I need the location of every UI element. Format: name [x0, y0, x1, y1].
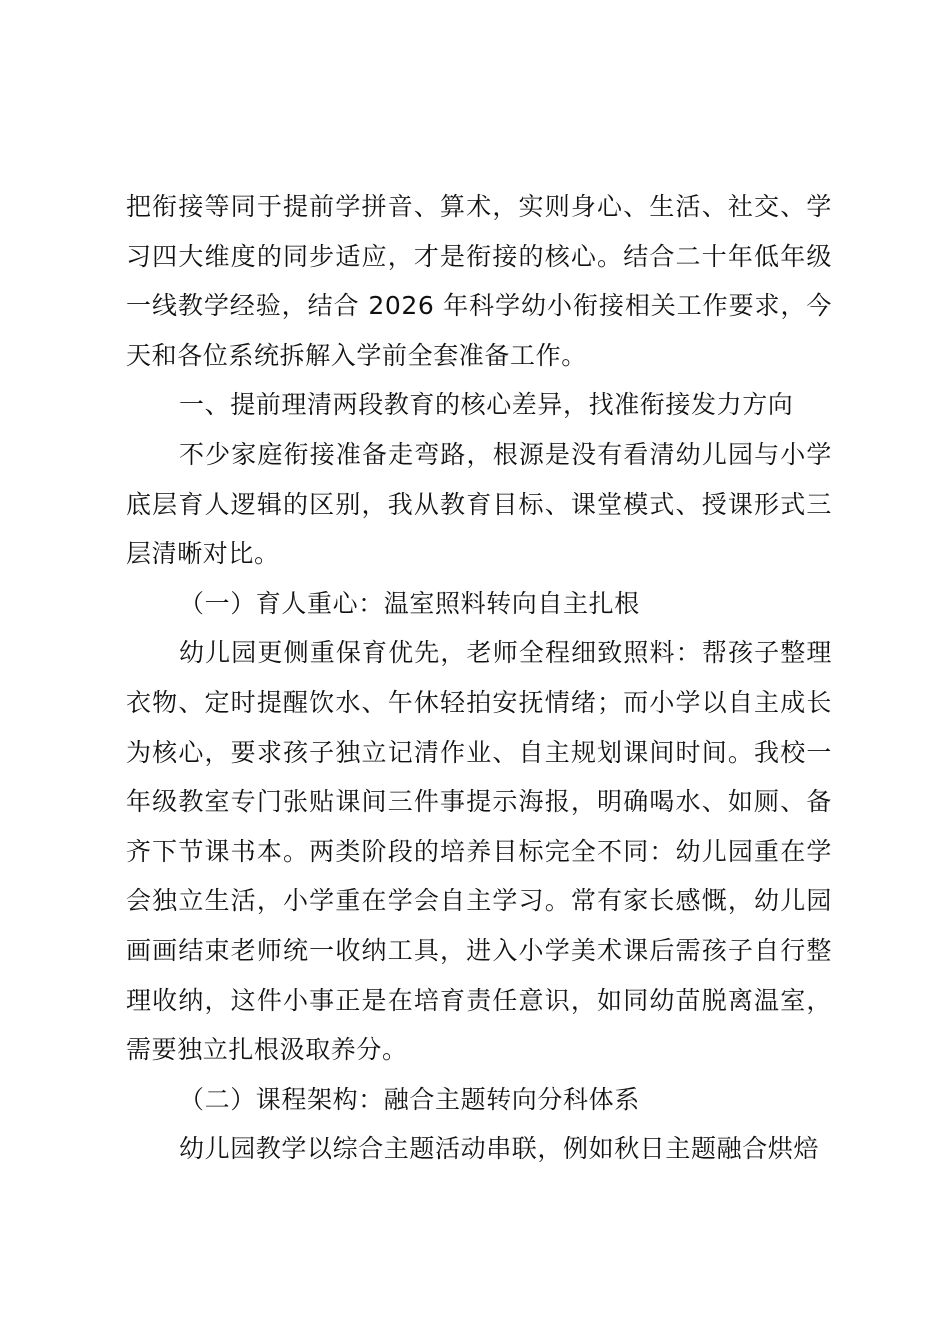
subsection-heading-1: （一）育人重心：温室照料转向自主扎根	[179, 588, 640, 618]
section-heading-1: 一、提前理清两段教育的核心差异，找准衔接发力方向	[179, 390, 794, 420]
subsection-heading-2: （二）课程架构：融合主题转向分科体系	[179, 1084, 640, 1114]
subsection-2-paragraph: 幼儿园教学以综合主题活动串联，例如秋日主题融合烘焙	[179, 1134, 820, 1164]
subsection-1-paragraph: 幼儿园更侧重保育优先，老师全程细致照料：帮孩子整理衣物、定时提醒饮水、午休轻拍安抚情绪；而小学以自主成长为核心，要求孩子独立记清作业、自主规划课间时间。我校一年级教室专门张贴课间三件事提示海报，明确喝水、如厕、备齐下节课书本。两类阶段的培养目标完全不同：幼儿园重在学会独立生活，小学重在学会自主学习。常有家长感慨，幼儿园画画结束老师统一收纳工具，进入小学美术课后需孩子自行整理收纳，这件小事正是在培育责任意识，如同幼苗脱离温室，需要独立扎根汲取养分。	[126, 638, 832, 1065]
intro-paragraph: 把衔接等同于提前学拼音、算术，实则身心、生活、社交、学习四大维度的同步适应，才是衔接的核心。结合二十年低年级一线教学经验，结合 2026 年科学幼小衔接相关工作要求，今天和各位系统拆解入学前全套准备工作。	[126, 192, 832, 370]
document-body	[126, 182, 832, 1174]
section-1-paragraph: 不少家庭衔接准备走弯路，根源是没有看清幼儿园与小学底层育人逻辑的区别，我从教育目标、课堂模式、授课形式三层清晰对比。	[126, 439, 832, 569]
